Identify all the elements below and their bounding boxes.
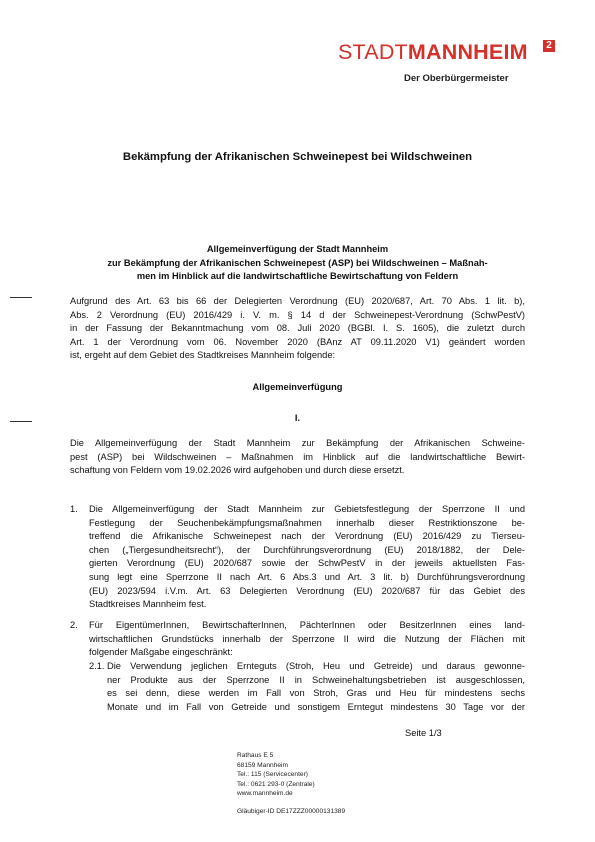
logo-word-stadt: STADT	[338, 40, 408, 64]
page-number: Seite 1/3	[405, 728, 442, 738]
footer-line: 68159 Mannheim	[237, 761, 288, 769]
logo-subtitle: Der Oberbürgermeister	[404, 73, 509, 84]
list-item-line: Die Allgemeinverfügung der Stadt Mannheim zur Gebietsfestlegung der Sperrzone II und	[89, 504, 525, 514]
list-item-line: sung legt eine Sperrzone II nach Art. 6 Abs.3 und Art. 3 lit. b) Durchführungsverordnung	[89, 571, 525, 582]
footer-address	[237, 751, 345, 816]
sub-list-item-text	[107, 660, 525, 714]
margin-fold-mark	[10, 297, 32, 298]
footer-line: Rathaus E 5	[237, 752, 274, 759]
list-item-number: 2.	[70, 620, 78, 630]
document-title: Bekämpfung der Afrikanischen Schweinepest bei Wildschweinen	[122, 151, 473, 163]
list-item-line: treffend die Afrikanische Schweinepest nach der Verordnung (EU) 2016/429 zu Tierseu-	[89, 531, 525, 542]
list-item-line: gierten Verordnung (EU) 2020/687 sowie der SchwPestV in der jeweils aktuellsten Fas-	[89, 558, 525, 569]
list-item-1	[70, 503, 525, 612]
paragraph-line: Abs. 2 Verordnung (EU) 2016/429 i. V. m. § 14 d der Schweinepest-Verordnung (SchwPestV)	[70, 309, 525, 320]
list-item-number: 1.	[70, 504, 78, 514]
list-item-line: Stadtkreises Mannheim fest.	[89, 599, 207, 610]
sub-list-item-line: ner Produkte aus der Sperrzone II in Schweinehaltungsbetrieben ist ausgeschlossen,	[107, 674, 525, 685]
footer-line: Gläubiger-ID DE17ZZZ00000131389	[237, 807, 346, 815]
list-item-2	[70, 619, 525, 660]
footer-line: Tel.: 115 (Servicecenter)	[237, 771, 308, 778]
list-item-line: (EU) 2023/594 i.V.m. Art. 63 Delegierten Verordnung (EU) 2020/687 für das Gebiet des	[89, 585, 525, 596]
sub-list-item-line: Die Verwendung jeglichen Ernteguts (Stroh, Heu und Getreide) und daraus gewonne-	[107, 661, 525, 671]
city-logo	[338, 39, 558, 89]
list-item-line: Für EigentümerInnen, BewirtschafterInnen, PächterInnen oder BesitzerInnen eines land-	[89, 620, 525, 630]
paragraph-line: pest (ASP) bei Wildschweinen – Maßnahmen im Hinblick auf die landwirtschaftliche Bewirt-	[70, 451, 525, 462]
footer-spacer	[237, 799, 345, 807]
list-item-text	[89, 619, 525, 660]
paragraph-line: Aufgrund des Art. 63 bis 66 der Delegierten Verordnung (EU) 2020/687, Art. 70 Abs. 1 lit. b),	[70, 296, 525, 306]
intro-paragraph	[70, 295, 525, 363]
list-item-text	[89, 503, 525, 612]
sub-list-item-line: es sei denn, diese werden im Fall von Stroh, Gras und Heu für mindestens sechs	[107, 688, 525, 699]
logo-square-icon: 2	[543, 40, 555, 52]
decree-heading	[70, 243, 525, 284]
footer-link[interactable]: www.mannheim.de	[237, 790, 293, 797]
logo-wordmark	[338, 39, 528, 65]
list-item-line: wirtschaftlichen Grundstücks innerhalb der Sperrzone II wird die Nutzung der Flächen mit	[89, 633, 525, 644]
paragraph-line: in der Fassung der Bekanntmachung vom 08. Juli 2020 (BGBl. I. S. 1605), die zuletzt durch	[70, 323, 525, 334]
heading-line: Allgemeinverfügung der Stadt Mannheim	[206, 244, 389, 254]
list-item-line: folgender Maßgabe eingeschränkt:	[89, 647, 233, 658]
section-number: I.	[294, 413, 301, 423]
paragraph-line: schaftung von Feldern vom 19.02.2026 wird aufgehoben und durch diese ersetzt.	[70, 465, 405, 476]
sub-list-item-2-1	[89, 660, 525, 714]
list-item-line: Festlegung der Seuchenbekämpfungsmaßnahmen innerhalb dieser Restriktionszone be-	[89, 517, 525, 528]
list-item-line: chen („Tiergesundheitsrecht“), der Durchführungsverordnung (EU) 2018/1882, der Dele-	[89, 544, 525, 555]
section-heading: Allgemeinverfügung	[252, 382, 343, 392]
paragraph-line: Die Allgemeinverfügung der Stadt Mannheim zur Bekämpfung der Afrikanischen Schweine-	[70, 438, 525, 448]
heading-line: men im Hinblick auf die landwirtschaftliche Bewirtschaftung von Feldern	[136, 271, 459, 281]
sub-list-item-number: 2.1.	[89, 661, 105, 671]
heading-line: zur Bekämpfung der Afrikanischen Schweinepest (ASP) bei Wildschweinen – Maßnah-	[107, 257, 488, 268]
logo-word-mannheim: MANNHEIM	[407, 40, 528, 64]
paragraph-line: Art. 1 der Verordnung vom 06. November 2020 (BAnz AT 09.11.2020 V1) geändert worden	[70, 336, 525, 347]
sub-list-item-line: Monate und im Fall von Getreide und sonstigem Erntegut mindestens 30 Tage vor der	[107, 701, 525, 712]
paragraph-line: ist, ergeht auf dem Gebiet des Stadtkreises Mannheim folgende:	[70, 350, 336, 361]
footer-line: Tel.: 0621 293-0 (Zentrale)	[237, 780, 315, 788]
repeal-paragraph	[70, 437, 525, 478]
